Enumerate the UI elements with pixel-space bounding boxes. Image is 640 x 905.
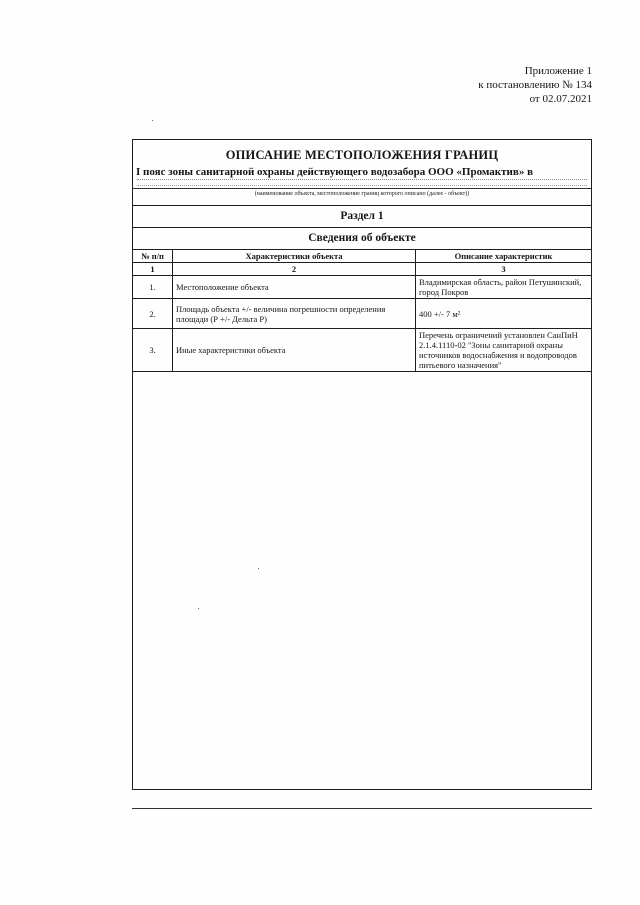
row-characteristic: Местоположение объекта: [173, 276, 416, 299]
object-caption: (наименование объекта, местоположение границ которого описано (далее - объект)): [133, 188, 591, 198]
column-number: 2: [173, 263, 416, 276]
appendix-label: Приложение 1: [524, 65, 592, 77]
table-row: [133, 299, 591, 329]
document-subtitle: I пояс зоны санитарной охраны действующего водозабора ООО «Промактив» в: [136, 166, 534, 178]
illegible-line: [137, 179, 587, 186]
row-description: Перечень ограничений установлен СанПиН 2.1.4.1110-02 "Зоны санитарной охраны источников водоснабжения и водопроводов питьевого назначения": [416, 329, 592, 372]
header-description: Описание характеристик: [416, 250, 592, 263]
row-description: 400 +/- 7 м²: [416, 299, 592, 329]
bottom-rule: [132, 808, 592, 809]
object-info-table: [133, 249, 591, 372]
row-num: 3.: [133, 329, 173, 372]
document-title: ОПИСАНИЕ МЕСТОПОЛОЖЕНИЯ ГРАНИЦ: [225, 148, 499, 162]
document-frame: [132, 139, 592, 790]
appendix-header: [478, 64, 592, 106]
table-header-row: [133, 250, 591, 263]
row-num: 1.: [133, 276, 173, 299]
section-subtitle: Сведения об объекте: [133, 227, 591, 249]
column-number: 1: [133, 263, 173, 276]
appendix-date: от 02.07.2021: [529, 93, 592, 105]
row-characteristic: Иные характеристики объекта: [173, 329, 416, 372]
header-num: № п/п: [133, 250, 173, 263]
scan-speck: [198, 608, 199, 609]
table-row: [133, 276, 591, 299]
header-characteristic: Характеристики объекта: [173, 250, 416, 263]
section-title: Раздел 1: [133, 205, 591, 227]
table-row: [133, 329, 591, 372]
scan-speck: [258, 568, 259, 569]
row-characteristic: Площадь объекта +/- величина погрешности определения площади (Р +/- Дельта Р): [173, 299, 416, 329]
row-num: 2.: [133, 299, 173, 329]
row-description: Владимирская область, район Петушинский, город Покров: [416, 276, 592, 299]
table-column-numbers: [133, 263, 591, 276]
appendix-resolution: к постановлению № 134: [478, 79, 592, 91]
scan-speck: [152, 120, 153, 121]
column-number: 3: [416, 263, 592, 276]
